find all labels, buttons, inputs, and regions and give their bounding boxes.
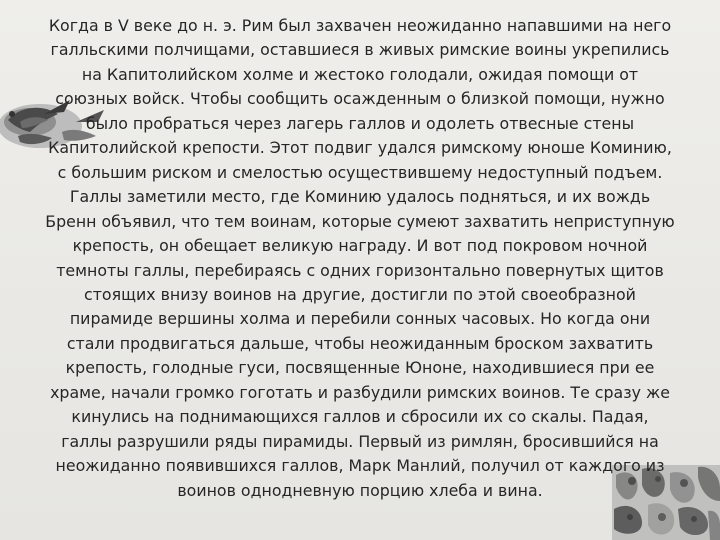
text-line: пирамиде вершины холма и перебили сонных часовых. Но когда они: [69, 309, 651, 329]
text-line: крепость, голодные гуси, посвященные Юноне, находившиеся при ее: [65, 358, 655, 378]
text-line: храме, начали громко гоготать и разбудили римских воинов. Те сразу же: [50, 382, 670, 402]
text-line: на Капитолийском холме и жестоко голодали, ожидая помощи от: [81, 64, 639, 84]
text-line: союзных войск. Чтобы сообщить осажденным о близкой помощи, нужно: [55, 89, 665, 109]
text-line: неожиданно появившихся галлов, Марк Манлий, получил от каждого из: [55, 456, 665, 476]
text-line: галльскими полчищами, оставшиеся в живых римские воины укрепились: [50, 40, 670, 60]
text-line: Галлы заметили место, где Коминию удалось подняться, и их вождь: [69, 187, 651, 207]
text-line: воинов однодневную порцию хлеба и вина.: [177, 480, 543, 500]
text-line: было пробраться через лагерь галлов и одолеть отвесные стены: [85, 113, 635, 133]
text-line: с большим риском и смелостью осуществившему недоступный подъем.: [57, 162, 663, 182]
text-line: крепость, он обещает великую награду. И вот под покровом ночной: [72, 236, 648, 256]
text-line: темноты галлы, перебираясь с одних горизонтально повернутых щитов: [56, 260, 664, 280]
text-line: Когда в V веке до н. э. Рим был захвачен неожиданно напавшими на него: [48, 16, 672, 35]
text-line: стоящих внизу воинов на другие, достигли по этой своеобразной: [84, 284, 636, 304]
text-line: галлы разрушили ряды пирамиды. Первый из римлян, бросившийся на: [61, 431, 659, 451]
text-line: стали продвигаться дальше, чтобы неожиданным броском захватить: [66, 333, 654, 353]
text-line: Капитолийской крепости. Этот подвиг удался римскому юноше Коминию,: [48, 138, 672, 158]
text-line: кинулись на поднимающихся галлов и сбросили их со скалы. Падая,: [71, 407, 649, 427]
story-text: [22, 14, 698, 503]
text-line: Бренн объявил, что тем воинам, которые сумеют захватить неприступную: [45, 211, 675, 231]
